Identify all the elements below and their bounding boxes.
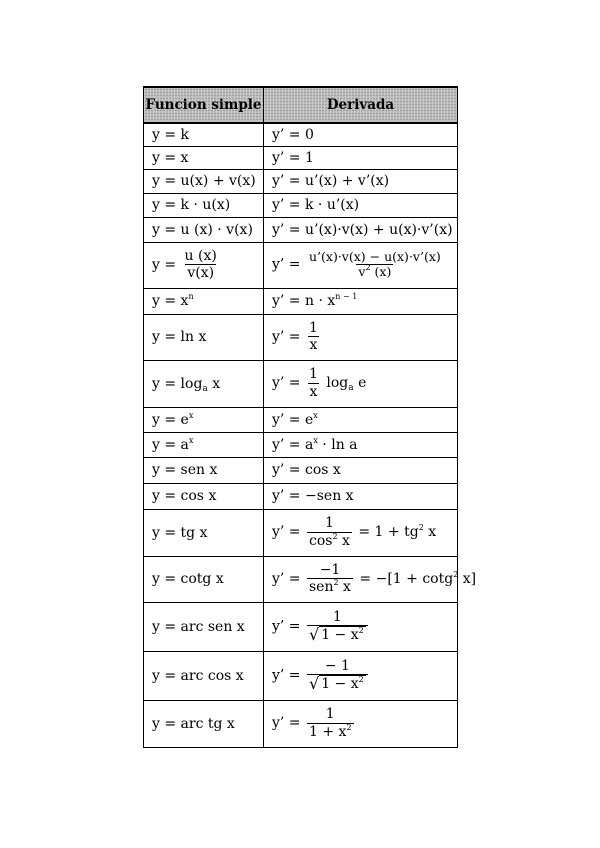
derivative-cell: y’ = u’(x) + v’(x)	[264, 169, 458, 193]
table-row	[144, 651, 458, 700]
table-row	[144, 483, 458, 509]
function-cell: y = arc sen x	[144, 602, 264, 651]
derivative-cell: y’ = $n \cdot x^{n - 1}$	[264, 288, 458, 314]
derivative-cell: y’ = − 1 √ $1 - x^2$	[264, 651, 458, 700]
header-derivada: Derivada	[264, 87, 458, 123]
table-row	[144, 288, 458, 314]
table-row	[144, 242, 458, 288]
table-row	[144, 602, 458, 651]
function-cell: $y = a^x$	[144, 432, 264, 457]
derivative-cell: y’ = 0	[264, 123, 458, 146]
function-cell: y = tg x	[144, 509, 264, 556]
table-row	[144, 360, 458, 407]
fraction: 1 √ $1 - x^2$	[307, 610, 368, 643]
fraction: $\frac{1}{x}$	[309, 366, 318, 400]
table-row	[144, 217, 458, 242]
fraction: $\frac{1}{1 + x^2}$	[309, 706, 352, 740]
function-cell: y = cotg x	[144, 556, 264, 602]
function-cell: y = arc cos x	[144, 651, 264, 700]
function-cell: y = k · u(x)	[144, 193, 264, 217]
function-cell: y = cos x	[144, 483, 264, 509]
derivatives-table	[143, 86, 477, 748]
table-row	[144, 432, 458, 457]
derivative-cell: y’ = k · u’(x)	[264, 193, 458, 217]
function-cell: y = $\frac{u (x)}{v(x)}$	[144, 242, 264, 288]
derivative-cell: y’ = u’(x)·v(x) + u(x)·v’(x)	[264, 217, 458, 242]
derivative-cell: y’ = 1 √ $1 - x^2$	[264, 602, 458, 651]
table-row	[144, 509, 458, 556]
header-row	[144, 87, 458, 123]
square-root: √ $1 - x^2$	[307, 674, 368, 692]
derivative-cell: y’ = $\frac{u’(x)\cdot v(x) - u(x)\cdot v’(x)}{v^2 (x)}$	[264, 242, 458, 288]
function-cell: $y = \log_a x$	[144, 360, 264, 407]
derivative-cell: y’ = $\frac{1}{1 + x^2}$	[264, 700, 458, 747]
table-row	[144, 169, 458, 193]
fraction: $\frac{1}{x}$	[309, 319, 318, 354]
derivative-cell: y’ = $e^x$	[264, 407, 458, 432]
table-row	[144, 556, 458, 602]
fraction: $\frac{-1}{sen^2 x}$	[309, 561, 351, 596]
header-funcion-simple: Funcion simple	[144, 87, 264, 123]
fraction: − 1 √ $1 - x^2$	[307, 659, 368, 692]
derivative-cell: y’ = 1	[264, 146, 458, 169]
function-cell: y = arc tg x	[144, 700, 264, 747]
derivative-cell: y’ = $a^x \cdot \ln a$	[264, 432, 458, 457]
table-row	[144, 314, 458, 360]
table-row	[144, 146, 458, 169]
derivative-cell: y’ = $\frac{1}{\cos^2 x}$ = $1 + tg^2$ x	[264, 509, 458, 556]
function-cell: $y = e^x$	[144, 407, 264, 432]
table-row	[144, 457, 458, 483]
function-cell: y = ln x	[144, 314, 264, 360]
fraction: $\frac{u’(x)\cdot v(x) - u(x)\cdot v’(x)}{v^2 (x)}$	[309, 249, 441, 280]
derivative-cell: y’ = cos x	[264, 457, 458, 483]
function-cell: y = u (x) · v(x)	[144, 217, 264, 242]
table-row	[144, 700, 458, 747]
function-cell: y = k	[144, 123, 264, 146]
derivative-cell: y’ = −sen x	[264, 483, 458, 509]
table-row	[144, 193, 458, 217]
function-cell: y = u(x) + v(x)	[144, 169, 264, 193]
function-cell: $y = x^n$	[144, 288, 264, 314]
fraction: $\frac{1}{\cos^2 x}$	[309, 515, 350, 549]
table-row	[144, 407, 458, 432]
function-cell: y = sen x	[144, 457, 264, 483]
table-row	[144, 123, 458, 146]
function-cell: y = x	[144, 146, 264, 169]
derivative-cell: y’ = $\frac{1}{x}$	[264, 314, 458, 360]
square-root: √ $1 - x^2$	[307, 625, 368, 643]
derivative-cell: y’ = $\frac{-1}{sen^2 x}$ = −[1 + cotg$^2$ x]	[264, 556, 458, 602]
fraction: $\frac{u (x)}{v(x)}$	[184, 247, 217, 282]
derivative-cell: y’ = $\frac{1}{x}$ $\log_a e$	[264, 360, 458, 407]
